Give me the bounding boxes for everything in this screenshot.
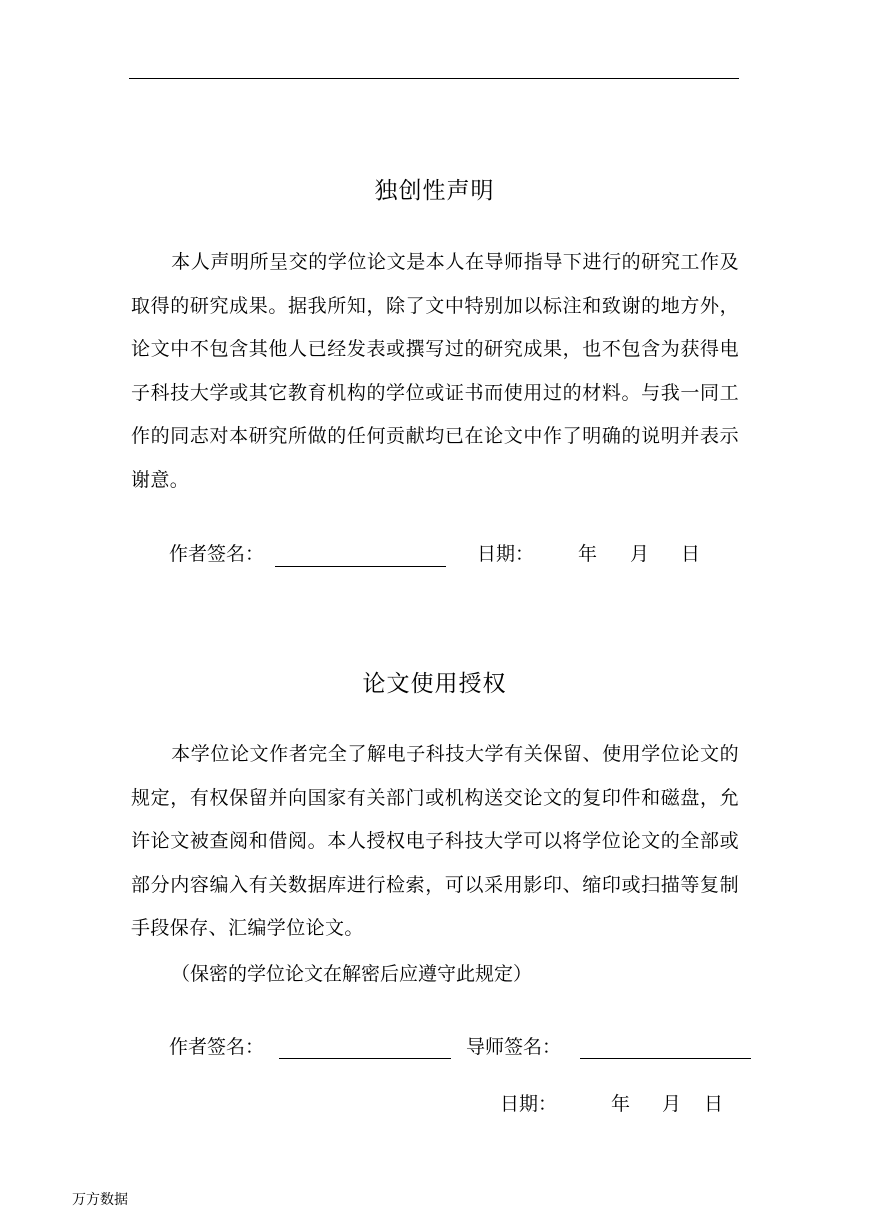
declaration-date-label: 日期： (477, 543, 535, 565)
authorization-paragraph (131, 733, 739, 951)
declaration-author-signature-label: 作者签名： (169, 543, 265, 565)
supervisor-signature-line[interactable] (580, 1058, 751, 1059)
declaration-month-label: 月 (630, 543, 650, 565)
authorization-date-label: 日期： (500, 1093, 558, 1115)
declaration-paragraph-text: 本人声明所呈交的学位论文是本人在导师指导下进行的研究工作及取得的研究成果。据我所知，除了文中特别加以标注和致谢的地方外，论文中不包含其他人已经发表或撰写过的研究成果，也不包含为获得电子科技大学或其它教育机构的学位或证书而使用过的材料。与我一同工作的同志对本研究所做的任何贡献均已在论文中作了明确的说明并表示谢意。 (131, 251, 739, 491)
authorization-title: 论文使用授权 (362, 671, 507, 697)
declaration-author-signature-line[interactable] (275, 566, 446, 567)
authorization-year-label: 年 (611, 1093, 631, 1115)
authorization-day-label: 日 (704, 1093, 724, 1115)
supervisor-signature-label: 导师签名： (466, 1036, 562, 1058)
declaration-day-label: 日 (681, 543, 701, 565)
header-rule (129, 78, 739, 79)
authorization-author-signature-label: 作者签名： (169, 1036, 265, 1058)
declaration-paragraph (131, 241, 739, 503)
authorization-paragraph-text: 本学位论文作者完全了解电子科技大学有关保留、使用学位论文的规定，有权保留并向国家有关部门或机构送交论文的复印件和磁盘，允许论文被查阅和借阅。本人授权电子科技大学可以将学位论文的全部或部分内容编入有关数据库进行检索，可以采用影印、缩印或扫描等复制手段保存、汇编学位论文。 (131, 743, 739, 940)
declaration-year-label: 年 (578, 543, 598, 565)
authorization-month-label: 月 (662, 1093, 682, 1115)
authorization-author-signature-line[interactable] (279, 1058, 451, 1059)
footer-watermark: 万方数据 (72, 1192, 128, 1208)
confidential-note: （保密的学位论文在解密后应遵守此规定） (171, 963, 533, 985)
declaration-title: 独创性声明 (374, 178, 495, 204)
